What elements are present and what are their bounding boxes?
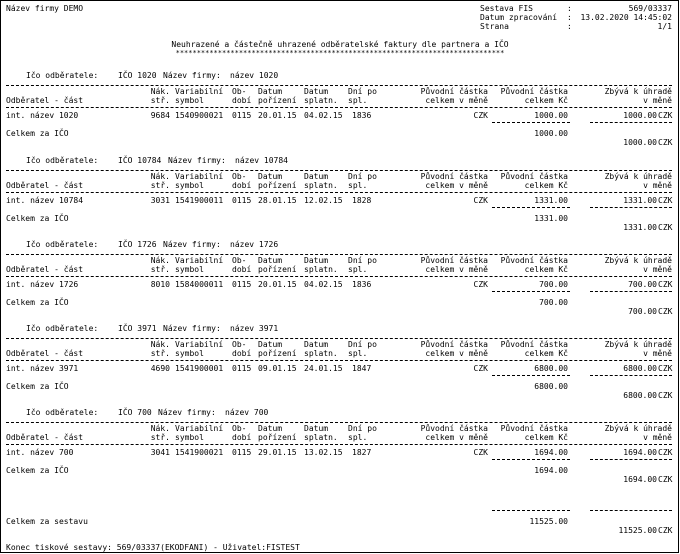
table-row-cell: 20.01.15: [258, 111, 297, 120]
table-row-cell: CZK: [473, 448, 488, 457]
section-rule: [6, 192, 672, 193]
subtotal-czk: 1331.00: [534, 214, 568, 223]
column-header: pořízení: [258, 96, 297, 105]
table-row-cell: 1000.00: [534, 111, 568, 120]
column-header: celkem Kč: [524, 96, 568, 105]
subtotal-remaining: 1694.00: [623, 475, 657, 484]
table-row-cell: 0115: [232, 280, 252, 289]
group-firm-name: název 10784: [235, 156, 288, 165]
table-row-cell: 13.02.15: [304, 448, 343, 457]
group-label: Ičo odběratele:: [26, 408, 99, 417]
column-header: splatn.: [304, 433, 338, 442]
table-row-cell: 700.00: [539, 280, 568, 289]
table-row-cell: 29.01.15: [258, 448, 297, 457]
table-row-cell: 0115: [232, 364, 252, 373]
column-header: Zbývá k úhradě: [604, 424, 672, 433]
table-row-cell: int. název 1726: [6, 280, 79, 289]
column-header: Dní po: [348, 340, 377, 349]
column-header: spl.: [348, 349, 368, 358]
group-firm-label: Název firmy:: [163, 240, 221, 249]
group-firm-name: název 700: [225, 408, 269, 417]
table-row-cell: 1847: [352, 364, 372, 373]
report-id-value: 569/03337: [628, 4, 672, 13]
table-row-cell: 3031: [150, 196, 170, 205]
column-header: v měně: [643, 181, 672, 190]
subtotal-remaining: 6800.00: [623, 391, 657, 400]
table-row-cell: 4690: [150, 364, 170, 373]
subtotal-rule: [492, 122, 570, 123]
column-header: Datum: [304, 172, 329, 181]
column-header: Dní po: [348, 256, 377, 265]
subtotal-czk: 6800.00: [534, 382, 568, 391]
column-header: Datum: [258, 340, 283, 349]
group-label: Ičo odběratele:: [26, 324, 99, 333]
processing-date-value: 13.02.2020 14:45:02: [580, 13, 672, 22]
column-header: Dní po: [348, 172, 377, 181]
table-row-cell: int. název 3971: [6, 364, 79, 373]
section-rule: [6, 107, 672, 108]
subtotal-rule: [492, 207, 570, 208]
meta-separator: :: [567, 13, 572, 22]
section-rule: [6, 338, 672, 339]
table-row-cell: CZK: [473, 196, 488, 205]
section-rule: [6, 276, 672, 277]
column-header: spl.: [348, 181, 368, 190]
column-header: Datum: [258, 424, 283, 433]
column-header: stř.: [150, 265, 170, 274]
column-header: dobí: [232, 265, 252, 274]
subtotal-label: Celkem za IČO: [6, 214, 69, 223]
subtotal-currency: CZK: [658, 223, 673, 232]
column-header: Nák.: [150, 340, 170, 349]
subtotal-rule: [590, 291, 672, 292]
column-header: Původní částka: [420, 256, 488, 265]
column-header: stř.: [150, 349, 170, 358]
column-header: symbol: [175, 265, 204, 274]
table-row-cell: 0115: [232, 111, 252, 120]
column-header: splatn.: [304, 96, 338, 105]
column-header: Ob-: [232, 87, 247, 96]
table-row-cell: int. název 1020: [6, 111, 79, 120]
table-row-cell: 0115: [232, 196, 252, 205]
column-header: v měně: [643, 96, 672, 105]
column-header: Původní částka: [420, 172, 488, 181]
subtotal-remaining: 700.00: [628, 307, 657, 316]
table-row-cell: 1828: [352, 196, 372, 205]
column-header: Původní částka: [420, 340, 488, 349]
column-header: Původní částka: [500, 256, 568, 265]
table-row-cell: CZK: [658, 364, 673, 373]
column-header: Zbývá k úhradě: [604, 172, 672, 181]
table-row-cell: CZK: [473, 111, 488, 120]
subtotal-remaining: 1000.00: [623, 138, 657, 147]
column-header: pořízení: [258, 433, 297, 442]
column-header: Původní částka: [500, 424, 568, 433]
report-footer: Konec tiskové sestavy: 569/03337(EKODFANI) - Uživatel:FISTEST: [6, 543, 300, 552]
table-row-cell: 1331.00: [534, 196, 568, 205]
column-header: stř.: [150, 96, 170, 105]
column-header: Nák.: [150, 172, 170, 181]
table-row-cell: CZK: [473, 280, 488, 289]
table-row-cell: CZK: [658, 280, 673, 289]
group-ico: IČO 1020: [118, 71, 157, 80]
column-header: symbol: [175, 349, 204, 358]
group-firm-label: Název firmy:: [163, 324, 221, 333]
report-title: Neuhrazené a částečně uhrazené odběratelské faktury dle partnera a IČO: [171, 40, 509, 49]
table-row-cell: 1000.00: [623, 111, 657, 120]
grand-total-czk: 11525.00: [529, 517, 568, 526]
subtotal-currency: CZK: [658, 138, 673, 147]
company-name: Název firmy DEMO: [6, 4, 84, 13]
title-underline: ******************************************************************************: [175, 49, 505, 57]
section-rule: [6, 444, 672, 445]
table-row-cell: 6800.00: [534, 364, 568, 373]
subtotal-currency: CZK: [658, 475, 673, 484]
column-header: celkem v měně: [425, 349, 488, 358]
page-value: 1/1: [657, 22, 672, 31]
table-row-cell: 1836: [352, 280, 372, 289]
column-header: dobí: [232, 181, 252, 190]
column-header: Odběratel - část: [6, 265, 84, 274]
column-header: celkem v měně: [425, 433, 488, 442]
subtotal-label: Celkem za IČO: [6, 298, 69, 307]
column-header: Datum: [258, 172, 283, 181]
column-header: dobí: [232, 349, 252, 358]
column-header: stř.: [150, 181, 170, 190]
column-header: Variabilní: [175, 87, 224, 96]
subtotal-currency: CZK: [658, 391, 673, 400]
table-row-cell: 1541900011: [175, 196, 224, 205]
group-firm-label: Název firmy:: [158, 408, 216, 417]
subtotal-czk: 700.00: [539, 298, 568, 307]
group-label: Ičo odběratele:: [26, 71, 99, 80]
subtotal-czk: 1694.00: [534, 466, 568, 475]
column-header: pořízení: [258, 349, 297, 358]
column-header: splatn.: [304, 265, 338, 274]
section-rule: [6, 422, 672, 423]
table-row-cell: CZK: [473, 364, 488, 373]
table-row-cell: 20.01.15: [258, 280, 297, 289]
group-label: Ičo odběratele:: [26, 240, 99, 249]
table-row-cell: CZK: [658, 196, 673, 205]
column-header: spl.: [348, 265, 368, 274]
column-header: symbol: [175, 96, 204, 105]
column-header: spl.: [348, 96, 368, 105]
column-header: Odběratel - část: [6, 96, 84, 105]
column-header: Variabilní: [175, 424, 224, 433]
column-header: v měně: [643, 433, 672, 442]
subtotal-rule: [492, 291, 570, 292]
column-header: Původní částka: [500, 340, 568, 349]
column-header: Ob-: [232, 172, 247, 181]
table-row-cell: 09.01.15: [258, 364, 297, 373]
subtotal-currency: CZK: [658, 307, 673, 316]
grand-total-label: Celkem za sestavu: [6, 517, 88, 526]
column-header: Datum: [304, 256, 329, 265]
column-header: Dní po: [348, 87, 377, 96]
group-firm-label: Název firmy:: [168, 156, 226, 165]
table-row-cell: 6800.00: [623, 364, 657, 373]
column-header: Dní po: [348, 424, 377, 433]
subtotal-rule: [492, 459, 570, 460]
table-row-cell: CZK: [658, 111, 673, 120]
group-ico: IČO 10784: [118, 156, 162, 165]
table-row-cell: 24.01.15: [304, 364, 343, 373]
subtotal-czk: 1000.00: [534, 129, 568, 138]
column-header: Původní částka: [420, 424, 488, 433]
column-header: Původní částka: [420, 87, 488, 96]
group-firm-name: název 1726: [230, 240, 279, 249]
column-header: celkem v měně: [425, 181, 488, 190]
grand-total-currency: CZK: [658, 526, 673, 535]
column-header: Datum: [258, 87, 283, 96]
column-header: Datum: [304, 340, 329, 349]
subtotal-label: Celkem za IČO: [6, 382, 69, 391]
group-ico: IČO 3971: [118, 324, 157, 333]
report-id-label: Sestava FIS: [480, 4, 533, 13]
table-row-cell: 1694.00: [534, 448, 568, 457]
column-header: Variabilní: [175, 256, 224, 265]
column-header: Variabilní: [175, 340, 224, 349]
table-row-cell: 1331.00: [623, 196, 657, 205]
table-row-cell: 3041: [150, 448, 170, 457]
group-firm-name: název 3971: [230, 324, 279, 333]
column-header: Původní částka: [500, 87, 568, 96]
table-row-cell: 1827: [352, 448, 372, 457]
column-header: Datum: [304, 424, 329, 433]
column-header: dobí: [232, 433, 252, 442]
table-row-cell: 04.02.15: [304, 280, 343, 289]
meta-separator: :: [567, 22, 572, 31]
group-firm-label: Název firmy:: [163, 71, 221, 80]
column-header: Zbývá k úhradě: [604, 256, 672, 265]
column-header: celkem v měně: [425, 96, 488, 105]
column-header: v měně: [643, 349, 672, 358]
column-header: Odběratel - část: [6, 349, 84, 358]
table-row-cell: 1541900021: [175, 448, 224, 457]
subtotal-rule: [590, 207, 672, 208]
table-row-cell: 28.01.15: [258, 196, 297, 205]
table-row-cell: 1836: [352, 111, 372, 120]
table-row-cell: 0115: [232, 448, 252, 457]
column-header: Nák.: [150, 424, 170, 433]
grand-total-rule: [492, 510, 570, 511]
subtotal-rule: [590, 122, 672, 123]
column-header: Zbývá k úhradě: [604, 87, 672, 96]
table-row-cell: 9684: [150, 111, 170, 120]
column-header: celkem Kč: [524, 433, 568, 442]
subtotal-label: Celkem za IČO: [6, 466, 69, 475]
subtotal-remaining: 1331.00: [623, 223, 657, 232]
column-header: Zbývá k úhradě: [604, 340, 672, 349]
column-header: celkem Kč: [524, 181, 568, 190]
group-label: Ičo odběratele:: [26, 156, 99, 165]
column-header: v měně: [643, 265, 672, 274]
table-row-cell: 700.00: [628, 280, 657, 289]
column-header: spl.: [348, 433, 368, 442]
column-header: pořízení: [258, 181, 297, 190]
table-row-cell: 8010: [150, 280, 170, 289]
subtotal-rule: [492, 375, 570, 376]
processing-date-label: Datum zpracování: [480, 13, 558, 22]
table-row-cell: 1694.00: [623, 448, 657, 457]
group-ico: IČO 700: [118, 408, 152, 417]
column-header: celkem Kč: [524, 265, 568, 274]
column-header: Ob-: [232, 340, 247, 349]
section-rule: [6, 360, 672, 361]
column-header: pořízení: [258, 265, 297, 274]
table-row-cell: 1541900001: [175, 364, 224, 373]
column-header: Odběratel - část: [6, 181, 84, 190]
table-row-cell: 1584000011: [175, 280, 224, 289]
page-label: Strana: [480, 22, 509, 31]
table-row-cell: int. název 700: [6, 448, 74, 457]
column-header: Ob-: [232, 424, 247, 433]
table-row-cell: 1540900021: [175, 111, 224, 120]
column-header: symbol: [175, 181, 204, 190]
column-header: symbol: [175, 433, 204, 442]
section-rule: [6, 254, 672, 255]
meta-separator: :: [567, 4, 572, 13]
column-header: splatn.: [304, 349, 338, 358]
subtotal-rule: [590, 375, 672, 376]
table-row-cell: CZK: [658, 448, 673, 457]
grand-total-remaining: 11525.00: [618, 526, 657, 535]
column-header: celkem v měně: [425, 265, 488, 274]
column-header: Odběratel - část: [6, 433, 84, 442]
column-header: Datum: [258, 256, 283, 265]
column-header: Původní částka: [500, 172, 568, 181]
section-rule: [6, 170, 672, 171]
column-header: Nák.: [150, 256, 170, 265]
column-header: splatn.: [304, 181, 338, 190]
grand-total-rule: [590, 510, 672, 511]
column-header: Ob-: [232, 256, 247, 265]
column-header: Nák.: [150, 87, 170, 96]
group-ico: IČO 1726: [118, 240, 157, 249]
subtotal-label: Celkem za IČO: [6, 129, 69, 138]
column-header: celkem Kč: [524, 349, 568, 358]
subtotal-rule: [590, 459, 672, 460]
column-header: stř.: [150, 433, 170, 442]
table-row-cell: int. název 10784: [6, 196, 84, 205]
column-header: dobí: [232, 96, 252, 105]
column-header: Datum: [304, 87, 329, 96]
section-rule: [6, 85, 672, 86]
table-row-cell: 12.02.15: [304, 196, 343, 205]
table-row-cell: 04.02.15: [304, 111, 343, 120]
column-header: Variabilní: [175, 172, 224, 181]
group-firm-name: název 1020: [230, 71, 279, 80]
